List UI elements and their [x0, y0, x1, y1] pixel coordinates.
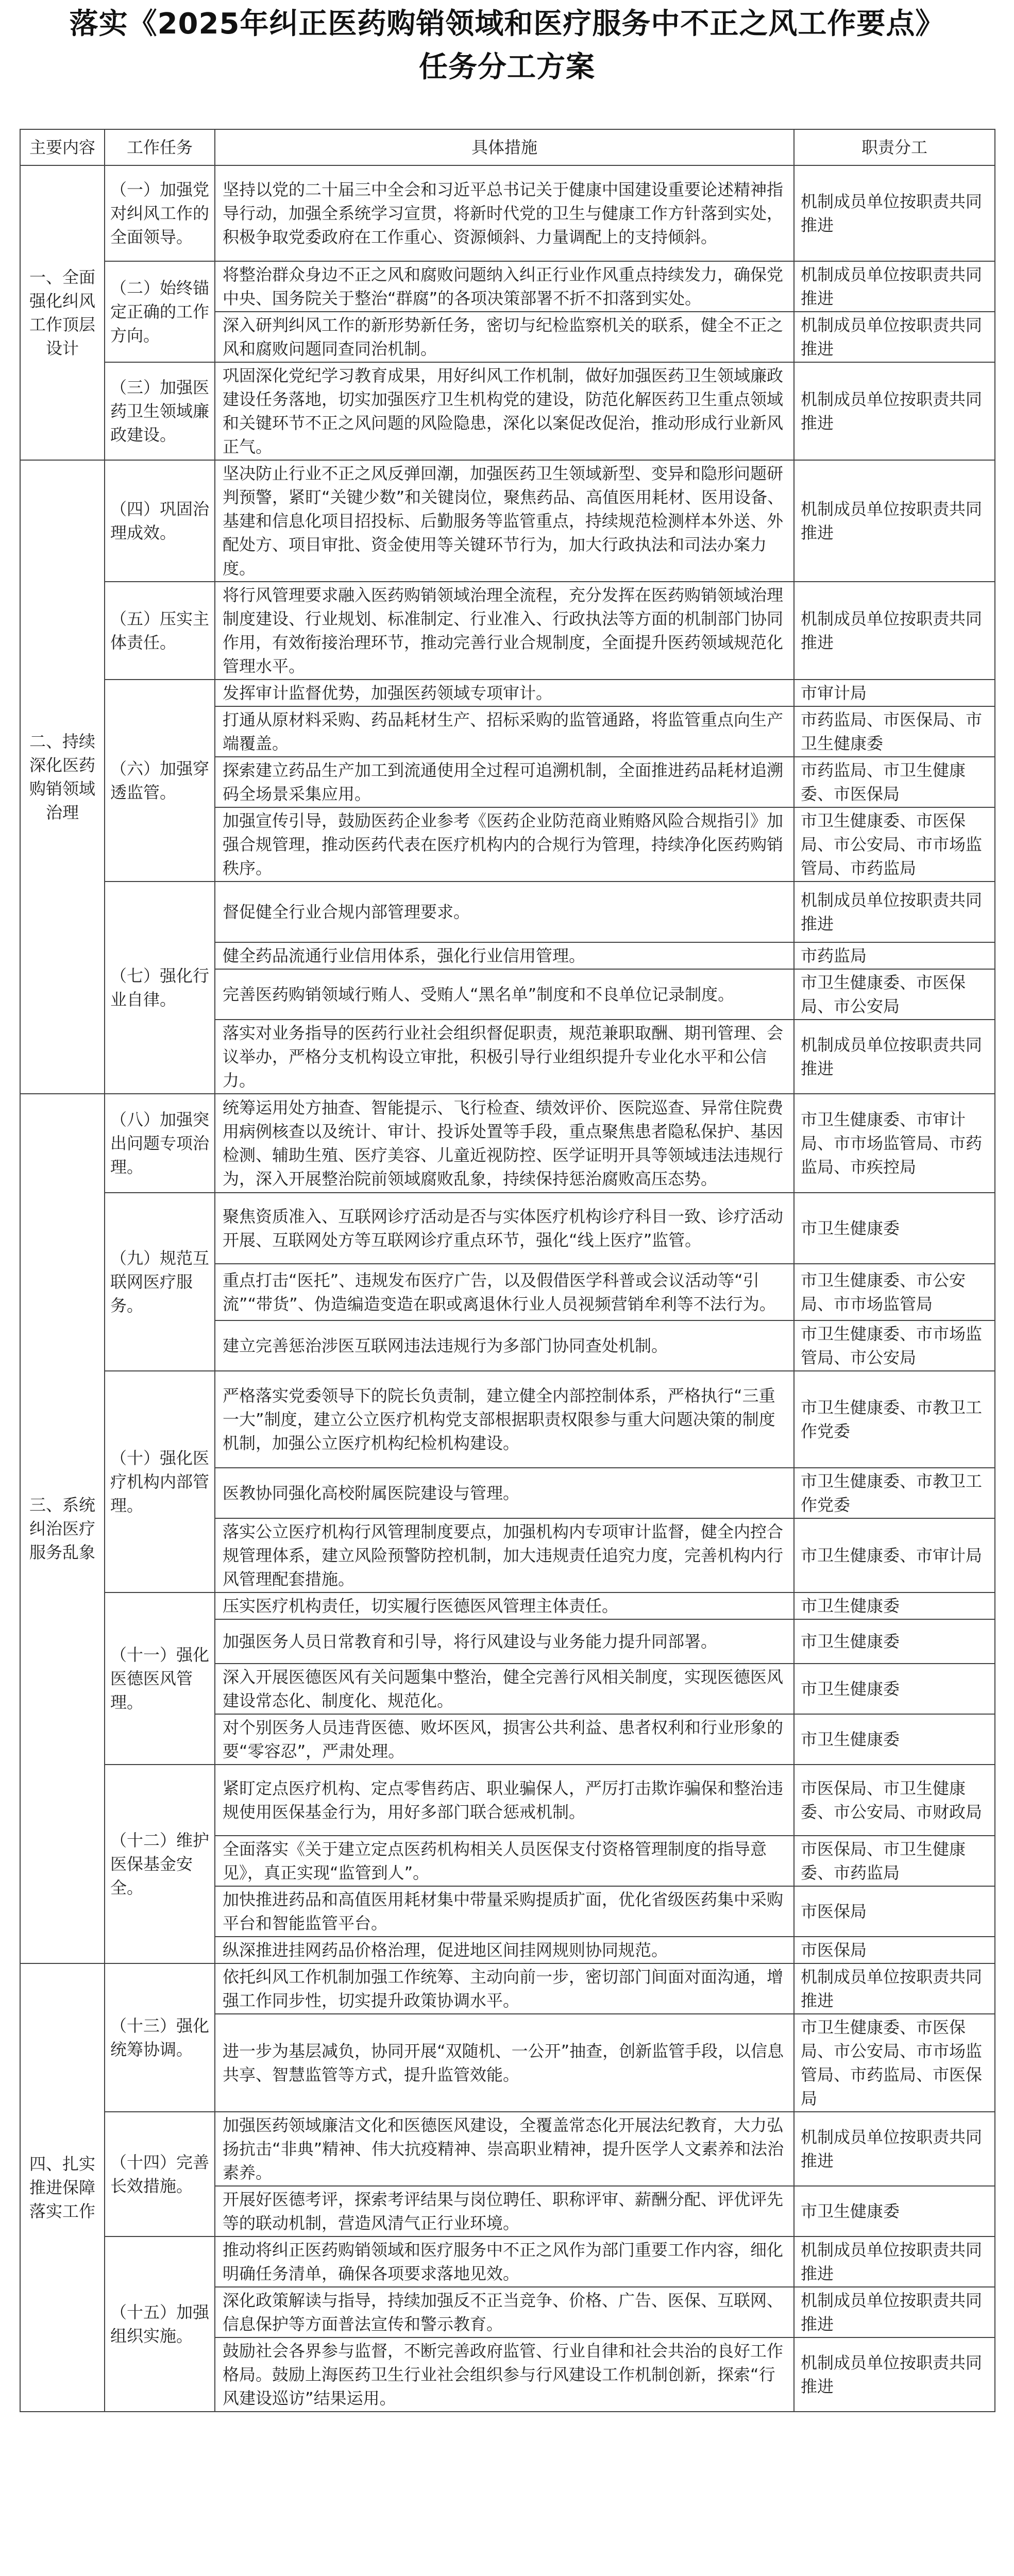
table-row	[20, 460, 995, 582]
measure-cell: 压实医疗机构责任，切实履行医德医风管理主体责任。	[215, 1592, 794, 1619]
task-cell: （十四）完善长效措施。	[105, 2112, 215, 2236]
measure-cell: 严格落实党委领导下的院长负责制，建立健全内部控制体系，严格执行“三重一大”制度，建立公立医疗机构党支部根据职责权限参与重大问题决策的制度机制，加强公立医疗机构纪检机构建设。	[215, 1371, 794, 1468]
task-cell: （十）强化医疗机构内部管理。	[105, 1371, 215, 1592]
header-main-content: 主要内容	[20, 129, 105, 165]
task-cell: （四）巩固治理成效。	[105, 460, 215, 582]
measure-cell: 完善医药购销领域行贿人、受贿人“黑名单”制度和不良单位记录制度。	[215, 969, 794, 1020]
responsibility-cell: 市卫生健康委、市审计局	[794, 1518, 995, 1592]
responsibility-cell: 市卫生健康委、市医保局、市公安局、市市场监管局、市药监局	[794, 807, 995, 882]
responsibility-cell: 机制成员单位按职责共同推进	[794, 2236, 995, 2287]
measure-cell: 督促健全行业合规内部管理要求。	[215, 882, 794, 942]
measure-cell: 重点打击“医托”、违规发布医疗广告，以及假借医学科普或会议活动等“引流”“带货”、伪造编造变造在职或离退休行业人员视频营销牟利等不法行为。	[215, 1264, 794, 1320]
responsibility-cell: 市卫生健康委	[794, 1193, 995, 1264]
table-row	[20, 1371, 995, 1468]
measure-cell: 建立完善惩治涉医互联网违法违规行为多部门协同查处机制。	[215, 1320, 794, 1371]
responsibility-cell: 机制成员单位按职责共同推进	[794, 1963, 995, 2014]
measure-cell: 对个别医务人员违背医德、败坏医风，损害公共利益、患者权利和行业形象的要“零容忍”，严肃处理。	[215, 1714, 794, 1765]
responsibility-cell: 市卫生健康委、市教卫工作党委	[794, 1371, 995, 1468]
table-row	[20, 1193, 995, 1264]
task-division-table	[20, 129, 995, 2412]
header-measures: 具体措施	[215, 129, 794, 165]
table-row	[20, 261, 995, 312]
measure-cell: 落实公立医疗机构行风管理制度要点，加强机构内专项审计监督，健全内控合规管理体系，建立风险预警防控机制，加大违规责任追究力度，完善机构内行风管理配套措施。	[215, 1518, 794, 1592]
responsibility-cell: 市卫生健康委	[794, 1714, 995, 1765]
header-responsibility: 职责分工	[794, 129, 995, 165]
responsibility-cell: 市卫生健康委	[794, 1619, 995, 1664]
responsibility-cell: 市卫生健康委、市医保局、市公安局、市市场监管局、市药监局、市医保局	[794, 2014, 995, 2112]
task-cell: （十五）加强组织实施。	[105, 2236, 215, 2412]
responsibility-cell: 市卫生健康委	[794, 1592, 995, 1619]
task-cell: （十三）强化统筹协调。	[105, 1963, 215, 2112]
responsibility-cell: 机制成员单位按职责共同推进	[794, 2112, 995, 2186]
responsibility-cell: 市卫生健康委、市教卫工作党委	[794, 1468, 995, 1518]
table-row	[20, 1094, 995, 1193]
responsibility-cell: 机制成员单位按职责共同推进	[794, 1020, 995, 1094]
responsibility-cell: 机制成员单位按职责共同推进	[794, 882, 995, 942]
task-cell: （十二）维护医保基金安全。	[105, 1765, 215, 1963]
measure-cell: 巩固深化党纪学习教育成果，用好纠风工作机制，做好加强医药卫生领域廉政建设任务落地，切实加强医疗卫生机构党的建设，防范化解医药卫生重点领域和关键环节不正之风问题的风险隐患，深化以案促改促治，推动形成行业新风正气。	[215, 362, 794, 460]
responsibility-cell: 市医保局	[794, 1937, 995, 1963]
category-cell: 四、扎实推进保障落实工作	[20, 1963, 105, 2412]
task-cell: （十一）强化医德医风管理。	[105, 1592, 215, 1765]
measure-cell: 推动将纠正医药购销领域和医疗服务中不正之风作为部门重要工作内容，细化明确任务清单，确保各项要求落地见效。	[215, 2236, 794, 2287]
task-cell: （九）规范互联网医疗服务。	[105, 1193, 215, 1371]
responsibility-cell: 市卫生健康委、市审计局、市市场监管局、市药监局、市疾控局	[794, 1094, 995, 1193]
responsibility-cell: 市医保局、市卫生健康委、市药监局	[794, 1836, 995, 1886]
table-row	[20, 1963, 995, 2014]
document-subtitle: 任务分工方案	[419, 50, 595, 84]
measure-cell: 紧盯定点医疗机构、定点零售药店、职业骗保人，严厉打击欺诈骗保和整治违规使用医保基金行为，用好多部门联合惩戒机制。	[215, 1765, 794, 1836]
task-cell: （一）加强党对纠风工作的全面领导。	[105, 165, 215, 261]
responsibility-cell: 机制成员单位按职责共同推进	[794, 312, 995, 362]
measure-cell: 加强医务人员日常教育和引导，将行风建设与业务能力提升同部署。	[215, 1619, 794, 1664]
category-cell: 二、持续深化医药购销领域治理	[20, 460, 105, 1094]
category-cell: 一、全面强化纠风工作顶层设计	[20, 165, 105, 460]
task-cell: （三）加强医药卫生领域廉政建设。	[105, 362, 215, 460]
table-row	[20, 582, 995, 680]
table-row	[20, 362, 995, 460]
measure-cell: 纵深推进挂网药品价格治理，促进地区间挂网规则协同规范。	[215, 1937, 794, 1963]
task-cell: （七）强化行业自律。	[105, 882, 215, 1094]
responsibility-cell: 市医保局、市卫生健康委、市公安局、市财政局	[794, 1765, 995, 1836]
responsibility-cell: 市药监局	[794, 942, 995, 969]
table-body	[20, 165, 995, 2412]
responsibility-cell: 市审计局	[794, 680, 995, 706]
table-row	[20, 2112, 995, 2186]
measure-cell: 深化政策解读与指导，持续加强反不正当竞争、价格、广告、医保、互联网、信息保护等方面普法宣传和警示教育。	[215, 2287, 794, 2337]
measure-cell: 加强医药领域廉洁文化和医德医风建设，全覆盖常态化开展法纪教育，大力弘扬抗击“非典”精神、伟大抗疫精神、崇高职业精神，提升医学人文素养和法治素养。	[215, 2112, 794, 2186]
table-row	[20, 882, 995, 942]
responsibility-cell: 市卫生健康委	[794, 1664, 995, 1714]
responsibility-cell: 机制成员单位按职责共同推进	[794, 2337, 995, 2412]
measure-cell: 将行风管理要求融入医药购销领域治理全流程，充分发挥在医药购销领域治理制度建设、行业规划、标准制定、行业准入、行政执法等方面的机制部门协同作用，有效衔接治理环节，推动完善行业合规制度，全面提升医药领域规范化管理水平。	[215, 582, 794, 680]
responsibility-cell: 机制成员单位按职责共同推进	[794, 2287, 995, 2337]
responsibility-cell: 市卫生健康委	[794, 2186, 995, 2236]
responsibility-cell: 市卫生健康委、市市场监管局、市公安局	[794, 1320, 995, 1371]
measure-cell: 坚持以党的二十届三中全会和习近平总书记关于健康中国建设重要论述精神指导行动，加强全系统学习宣贯，将新时代党的卫生与健康工作方针落到实处，积极争取党委政府在工作重心、资源倾斜、力量调配上的支持倾斜。	[215, 165, 794, 261]
measure-cell: 将整治群众身边不正之风和腐败问题纳入纠正行业作风重点持续发力，确保党中央、国务院关于整治“群腐”的各项决策部署不折不扣落到实处。	[215, 261, 794, 312]
table-header-row	[20, 129, 995, 165]
responsibility-cell: 机制成员单位按职责共同推进	[794, 460, 995, 582]
table-row	[20, 680, 995, 706]
document-title: 落实《2025年纠正医药购销领域和医疗服务中不正之风工作要点》	[69, 7, 945, 41]
responsibility-cell: 市卫生健康委、市公安局、市市场监管局	[794, 1264, 995, 1320]
responsibility-cell: 市医保局	[794, 1886, 995, 1937]
table-row	[20, 1765, 995, 1836]
header-work-task: 工作任务	[105, 129, 215, 165]
measure-cell: 全面落实《关于建立定点医药机构相关人员医保支付资格管理制度的指导意见》，真正实现“监管到人”。	[215, 1836, 794, 1886]
measure-cell: 打通从原材料采购、药品耗材生产、招标采购的监管通路，将监管重点向生产端覆盖。	[215, 706, 794, 757]
responsibility-cell: 市卫生健康委、市医保局、市公安局	[794, 969, 995, 1020]
measure-cell: 深入研判纠风工作的新形势新任务，密切与纪检监察机关的联系，健全不正之风和腐败问题同查同治机制。	[215, 312, 794, 362]
category-cell: 三、系统纠治医疗服务乱象	[20, 1094, 105, 1963]
measure-cell: 健全药品流通行业信用体系，强化行业信用管理。	[215, 942, 794, 969]
responsibility-cell: 市药监局、市卫生健康委、市医保局	[794, 757, 995, 807]
measure-cell: 鼓励社会各界参与监督，不断完善政府监管、行业自律和社会共治的良好工作格局。鼓励上海医药卫生行业社会组织参与行风建设工作机制创新，探索“行风建设巡访”结果运用。	[215, 2337, 794, 2412]
table-row	[20, 165, 995, 261]
measure-cell: 深入开展医德医风有关问题集中整治，健全完善行风相关制度，实现医德医风建设常态化、制度化、规范化。	[215, 1664, 794, 1714]
task-cell: （二）始终锚定正确的工作方向。	[105, 261, 215, 362]
measure-cell: 聚焦资质准入、互联网诊疗活动是否与实体医疗机构诊疗科目一致、诊疗活动开展、互联网处方等互联网诊疗重点环节，强化“线上医疗”监管。	[215, 1193, 794, 1264]
table-row	[20, 1592, 995, 1619]
measure-cell: 落实对业务指导的医药行业社会组织督促职责，规范兼职取酬、期刊管理、会议举办，严格分支机构设立审批，积极引导行业组织提升专业化水平和公信力。	[215, 1020, 794, 1094]
task-cell: （八）加强突出问题专项治理。	[105, 1094, 215, 1193]
measure-cell: 坚决防止行业不正之风反弹回潮，加强医药卫生领域新型、变异和隐形问题研判预警，紧盯“关键少数”和关键岗位，聚焦药品、高值医用耗材、医用设备、基建和信息化项目招投标、后勤服务等监管重点，持续规范检测样本外送、外配处方、项目审批、资金使用等关键环节行为，加大行政执法和司法办案力度。	[215, 460, 794, 582]
measure-cell: 开展好医德考评，探索考评结果与岗位聘任、职称评审、薪酬分配、评优评先等的联动机制，营造风清气正行业环境。	[215, 2186, 794, 2236]
table-row	[20, 2236, 995, 2287]
responsibility-cell: 机制成员单位按职责共同推进	[794, 261, 995, 312]
measure-cell: 加强宣传引导，鼓励医药企业参考《医药企业防范商业贿赂风险合规指引》加强合规管理，推动医药代表在医疗机构内的合规行为管理，持续净化医药购销秩序。	[215, 807, 794, 882]
task-cell: （五）压实主体责任。	[105, 582, 215, 680]
responsibility-cell: 机制成员单位按职责共同推进	[794, 362, 995, 460]
task-cell: （六）加强穿透监管。	[105, 680, 215, 882]
responsibility-cell: 机制成员单位按职责共同推进	[794, 165, 995, 261]
responsibility-cell: 市药监局、市医保局、市卫生健康委	[794, 706, 995, 757]
measure-cell: 进一步为基层减负，协同开展“双随机、一公开”抽查，创新监管手段，以信息共享、智慧监管等方式，提升监管效能。	[215, 2014, 794, 2112]
measure-cell: 医教协同强化高校附属医院建设与管理。	[215, 1468, 794, 1518]
responsibility-cell: 机制成员单位按职责共同推进	[794, 582, 995, 680]
measure-cell: 依托纠风工作机制加强工作统筹、主动向前一步，密切部门间面对面沟通，增强工作同步性，切实提升政策协调水平。	[215, 1963, 794, 2014]
measure-cell: 统筹运用处方抽查、智能提示、飞行检查、绩效评价、医院巡查、异常住院费用病例核查以及统计、审计、投诉处置等手段，重点聚焦患者隐私保护、基因检测、辅助生殖、医疗美容、儿童近视防控、医学证明开具等领域违法违规行为，深入开展整治院前领域腐败乱象，持续保持惩治腐败高压态势。	[215, 1094, 794, 1193]
measure-cell: 发挥审计监督优势，加强医药领域专项审计。	[215, 680, 794, 706]
measure-cell: 探索建立药品生产加工到流通使用全过程可追溯机制，全面推进药品耗材追溯码全场景采集应用。	[215, 757, 794, 807]
measure-cell: 加快推进药品和高值医用耗材集中带量采购提质扩面，优化省级医药集中采购平台和智能监管平台。	[215, 1886, 794, 1937]
